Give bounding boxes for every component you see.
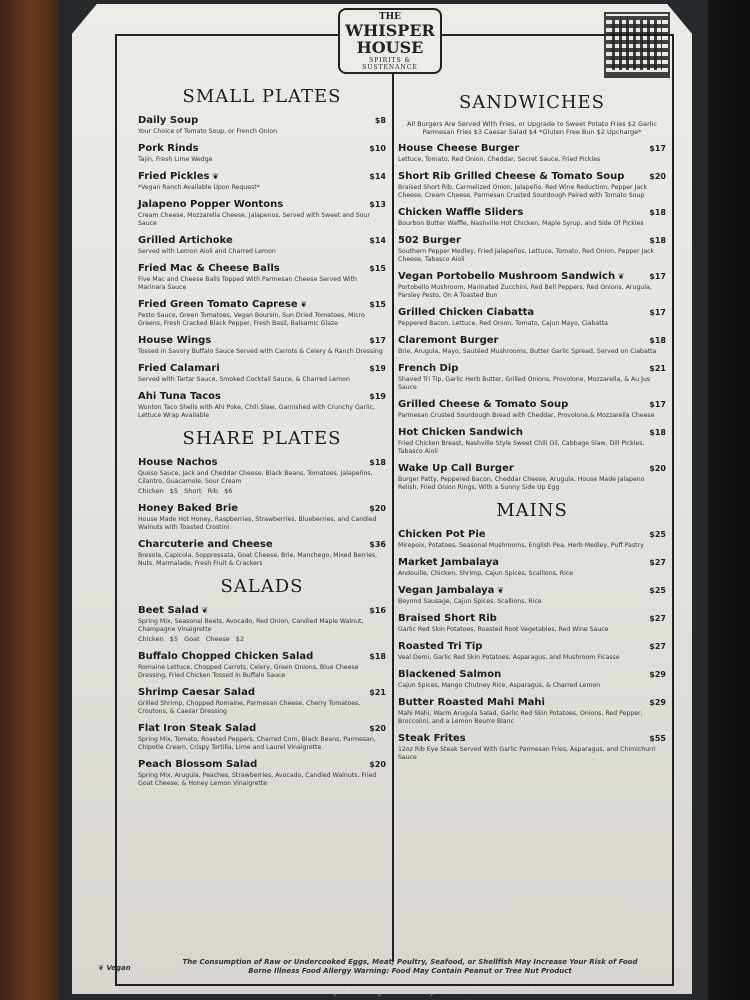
menu-item-description: Portobello Mushroom, Marinated Zucchini, Red Bell Peppers, Red Onions, Arugula, Parsley Pesto, On A Toasted Bun — [398, 284, 652, 299]
menu-item-name — [138, 538, 273, 551]
menu-item-header — [398, 334, 666, 347]
menu-item-header — [138, 334, 386, 347]
menu-item-price: $10 — [369, 144, 386, 153]
menu-item-name-text: Chicken Pot Pie — [398, 529, 486, 540]
menu-item-description: Lettuce, Tomato, Red Onion, Cheddar, Secret Sauce, Fried Pickles — [398, 156, 601, 163]
menu-item-name — [398, 696, 545, 709]
menu-item-name — [138, 334, 211, 347]
menu-item-name-text: Wake Up Call Burger — [398, 463, 514, 474]
menu-item-description: Romaine Lettuce, Chopped Carrots, Celery, Green Onions, Blue Cheese Dressing, Fried Chicken Tossed in Buffalo Sauce — [138, 664, 359, 679]
menu-item-description: Pesto Sauce, Green Tomatoes, Vegan Boursin, Sun Dried Tomatoes, Micro Greens, Fresh Cracked Black Pepper, Fresh Basil, Balsamic Glaze — [138, 312, 365, 327]
menu-item-addons: Chicken $5 Goat Cheese $2 — [138, 635, 245, 643]
section-title: SMALL PLATES — [182, 86, 342, 107]
right-column — [398, 92, 666, 768]
menu-item-header — [398, 142, 666, 155]
menu-item-name — [398, 206, 523, 219]
menu-item-price: $14 — [369, 236, 386, 245]
leaf-icon: ❦ — [198, 606, 209, 615]
menu-item — [398, 270, 666, 300]
menu-item-price: $19 — [369, 392, 386, 401]
leaf-icon: ❦ — [209, 172, 219, 181]
menu-item-description: Mahi Mahi, Warm Arugula Salad, Garlic Red Skin Potatoes, Onions, Red Pepper, Broccolini, and a Lemon Beurre Blanc — [398, 710, 643, 725]
menu-item-description: Bresola, Capicola, Soppressata, Goat Cheese, Brie, Manchego, Mixed Berries, Nuts, Marmalade, Fresh Fruit & Crackers — [138, 552, 378, 567]
menu-item-header — [398, 528, 666, 541]
menu-item-name — [398, 584, 504, 597]
menu-item-description: Andouille, Chicken, Shrimp, Cajun Spices, Scallions, Rice — [398, 570, 574, 577]
menu-item — [138, 198, 386, 228]
menu-item-price: $27 — [649, 558, 666, 567]
menu-item-price: $17 — [649, 308, 666, 317]
menu-item-price: $18 — [369, 652, 386, 661]
menu-item — [138, 114, 386, 136]
menu-item-header — [138, 686, 386, 699]
menu-item-name — [398, 732, 466, 745]
menu-item-name — [138, 758, 257, 771]
menu-item-price: $16 — [369, 606, 386, 615]
menu-item-name — [398, 334, 498, 347]
menu-item — [138, 758, 386, 788]
menu-item-name — [398, 170, 624, 183]
leaf-icon: ❦ — [297, 300, 308, 309]
menu-item-name-text: Shrimp Caesar Salad — [138, 687, 256, 698]
menu-item — [138, 234, 386, 256]
menu-item — [138, 390, 386, 420]
menu-item-price: $13 — [369, 200, 386, 209]
menu-item-description: Cajun Spices, Mango Chutney Rice, Asparagus, & Charred Lemon — [398, 682, 601, 689]
menu-item-price: $20 — [649, 172, 666, 181]
menu-item-header — [138, 298, 386, 311]
menu-item-name-text: Fried Green Tomato Caprese — [138, 299, 298, 310]
menu-item-name — [398, 640, 482, 653]
leaf-icon: ❦ — [615, 272, 625, 281]
menu-item-price: $29 — [649, 670, 666, 679]
menu-item-price: $27 — [649, 642, 666, 651]
menu-item-header — [398, 732, 666, 745]
menu-item-name-text: Jalapeno Popper Wontons — [138, 199, 284, 210]
menu-item-name-text: House Wings — [138, 335, 212, 346]
menu-item-description: Spring Mix, Tomato, Roasted Peppers, Charred Corn, Black Beans, Parmesan, Chipotle Cream, Crispy Tortilla, Lime and Laurel Vinaigrette — [138, 736, 376, 751]
menu-item-description: Wonton Taco Shells with Ahi Poke, Chili Slaw, Garnished with Crunchy Garlic, Lettuce Wrap Available — [138, 404, 375, 419]
menu-item-price: $25 — [649, 586, 666, 595]
menu-item-description: Fried Chicken Breast, Nashville Style Sweet Chili Oil, Cabbage Slaw, Dill Pickles, Tabasco Aioli — [398, 440, 645, 455]
menu-item-price: $20 — [369, 504, 386, 513]
menu-item-name — [138, 456, 218, 469]
menu-item — [398, 584, 666, 606]
menu-item-header — [398, 234, 666, 247]
menu-item — [398, 668, 666, 690]
menu-item-header — [138, 538, 386, 551]
menu-item-name-text: House Nachos — [138, 457, 218, 468]
menu-item — [398, 528, 666, 550]
menu-item-header — [398, 426, 666, 439]
menu-item — [398, 696, 666, 726]
menu-item-description: Beyond Sausage, Cajun Spices, Scallions, Rice — [398, 598, 542, 605]
menu-item-header — [138, 142, 386, 155]
menu-item-description: Bourbon Butter Waffle, Nashville Hot Chicken, Maple Syrup, and Side Of Pickles — [398, 220, 644, 227]
menu-item-name — [398, 270, 625, 283]
menu-item-header — [398, 362, 666, 375]
menu-item — [398, 462, 666, 492]
menu-item-price: $20 — [369, 760, 386, 769]
menu-item — [398, 612, 666, 634]
section-title: MAINS — [496, 500, 568, 521]
logo-the: THE — [378, 12, 402, 22]
menu-item — [398, 334, 666, 356]
menu-item-name — [138, 114, 198, 127]
menu-item — [398, 234, 666, 264]
menu-item-name-text: Chicken Waffle Sliders — [398, 207, 524, 218]
menu-item-header — [398, 696, 666, 709]
menu-item-name — [398, 398, 568, 411]
menu-item-name-text: Daily Soup — [138, 115, 199, 126]
menu-item-header — [138, 456, 386, 469]
menu-item — [398, 640, 666, 662]
section-note: All Burgers Are Served With Fries, or Upgrade to Sweet Potato Fries $2 Garlic Parmesan Fries $3 Caesar Salad $4 *Gluten Free Bun $2 Upcharge* — [407, 120, 657, 136]
menu-item-header — [398, 668, 666, 681]
menu-item-header — [398, 270, 666, 283]
menu-item-name — [138, 234, 233, 247]
logo-whisper: WHISPER — [345, 21, 435, 40]
menu-item-name-text: Fried Calamari — [138, 363, 220, 374]
menu-item — [398, 142, 666, 164]
menu-item-name — [138, 198, 283, 211]
menu-item — [138, 334, 386, 356]
menu-item-name — [398, 234, 461, 247]
menu-item-name-text: Pork Rinds — [138, 143, 199, 154]
menu-item-price: $18 — [649, 336, 666, 345]
menu-item — [138, 170, 386, 192]
menu-item — [398, 556, 666, 578]
menu-item-price: $55 — [649, 734, 666, 743]
menu-item-description: Five Mac and Cheese Balls Topped With Parmesan Cheese Served With Marinara Sauce — [138, 276, 357, 291]
menu-item-name-text: Fried Pickles — [138, 171, 210, 182]
menu-item — [138, 298, 386, 328]
menu-item-addons: Chicken $5 Short Rib $6 — [138, 487, 233, 495]
menu-item-description: Burger Patty, Peppered Bacon, Cheddar Cheese, Arugula, House Made Jalapeno Relish, Fried Onion Rings, With a Sunny Side Up Egg — [398, 476, 645, 491]
menu-item-name — [398, 306, 534, 319]
vegan-legend — [98, 964, 131, 973]
menu-item-description: Mirepoix, Potatoes, Seasonal Mushrooms, English Pea, Herb Medley, Puff Pastry — [398, 542, 644, 549]
menu-item-price: $17 — [369, 336, 386, 345]
menu-item-description: Served with Tartar Sauce, Smoked Cocktail Sauce, & Charred Lemon — [138, 376, 350, 383]
menu-item-header — [398, 306, 666, 319]
menu-item-header — [138, 198, 386, 211]
menu-item-name-text: Honey Baked Brie — [138, 503, 239, 514]
menu-item-header — [398, 206, 666, 219]
menu-item — [138, 686, 386, 716]
menu-item-description: Your Choice of Tomato Soup, or French Onion — [138, 128, 278, 135]
menu-item-price: $15 — [369, 264, 386, 273]
menu-item-name — [138, 262, 280, 275]
menu-item-name — [138, 170, 219, 183]
menu-item-name-text: 502 Burger — [398, 235, 461, 246]
menu-item-description: Cream Cheese, Mozzarella Cheese, Jalapenos, Served with Sweet and Sour Sauce — [138, 212, 371, 227]
menu-item-description: Parmesan Crusted Sourdough Bread with Cheddar, Provolone,& Mozzarella Cheese — [398, 412, 655, 419]
menu-item-header — [398, 170, 666, 183]
menu-item-header — [138, 758, 386, 771]
menu-item — [398, 206, 666, 228]
menu-item — [138, 650, 386, 680]
column-divider — [392, 72, 394, 962]
menu-item-price: $18 — [649, 208, 666, 217]
menu-item-name — [398, 528, 486, 541]
menu-item-name-text: Peach Blossom Salad — [138, 759, 258, 770]
menu-item — [398, 398, 666, 420]
menu-item-price: $20 — [649, 464, 666, 473]
menu-item-header — [138, 170, 386, 183]
menu-item-name — [138, 650, 313, 663]
menu-item-description: Queso Sauce, Jack and Cheddar Cheese, Black Beans, Tomatoes, Jalapeños, Cilantro, Guacamole, Sour Cream — [138, 470, 373, 485]
menu-item-name-text: Charcuterie and Cheese — [138, 539, 273, 550]
menu-item-header — [398, 462, 666, 475]
menu-item-name-text: Vegan Jambalaya — [398, 585, 495, 596]
menu-item-name — [398, 426, 523, 439]
menu-item — [138, 538, 386, 568]
leaf-icon: ❦ — [494, 586, 504, 595]
menu-item — [398, 306, 666, 328]
menu-item-header — [138, 604, 386, 617]
menu-item-name-text: Hot Chicken Sandwich — [398, 427, 524, 438]
menu-item-price: $8 — [374, 116, 386, 125]
menu-item-name — [398, 142, 519, 155]
price-gratuity-note: All Prices Are Subject To Change 18% Gratuity Will Be Added To All Parties 6 or More — [272, 988, 568, 996]
menu-item-name — [138, 142, 199, 155]
menu-item-name-text: Vegan Portobello Mushroom Sandwich — [398, 271, 616, 282]
menu-item — [138, 502, 386, 532]
menu-item-price: $21 — [649, 364, 666, 373]
menu-item-price: $27 — [649, 614, 666, 623]
logo-house: HOUSE — [356, 38, 424, 57]
menu-item-price: $19 — [369, 364, 386, 373]
menu-item-name-text: Claremont Burger — [398, 335, 499, 346]
menu-item-price: $20 — [369, 724, 386, 733]
menu-item-description: *Vegan Ranch Available Upon Request* — [138, 184, 260, 191]
menu-item-description: Brie, Arugula, Mayo, Sautéed Mushrooms, Butter Garlic Spread, Served on Ciabatta — [398, 348, 657, 355]
menu-item-name-text: Blackened Salmon — [398, 669, 502, 680]
menu-item-name — [138, 390, 221, 403]
menu-item — [398, 362, 666, 392]
qr-code-icon[interactable] — [604, 12, 670, 78]
menu-item-name-text: Steak Frites — [398, 733, 466, 744]
menu-item-description: Braised Short Rib, Carmelized Onion, Jalapeño, Red Wine Reduction, Pepper Jack Cheese, Cream Cheese, Parmesan Crusted Sourdough Paired with Tomato Soup — [398, 184, 648, 199]
menu-item — [138, 456, 386, 496]
menu-item-name — [398, 612, 497, 625]
logo-tagline: SPIRITS & SUSTENANCE — [362, 57, 418, 71]
menu-item-description: Veal Demi, Garlic Red Skin Potatoes, Asparagus, and Mushroom Ficasse — [398, 654, 620, 661]
menu-item-name-text: Ahi Tuna Tacos — [138, 391, 221, 402]
menu-item-name-text: Grilled Chicken Ciabatta — [398, 307, 535, 318]
menu-item-name-text: Roasted Tri Tip — [398, 641, 483, 652]
menu-item-header — [398, 640, 666, 653]
menu-item-name-text: French Dip — [398, 363, 459, 374]
menu-item-name — [138, 362, 220, 375]
menu-item-name — [138, 686, 255, 699]
menu-item-header — [138, 722, 386, 735]
menu-item-price: $17 — [649, 272, 666, 281]
menu-item-name — [138, 502, 238, 515]
menu-item — [398, 426, 666, 456]
menu-item-description: Tajin, Fresh Lime Wedge — [138, 156, 213, 163]
menu-item-name — [398, 462, 514, 475]
menu-item-price: $18 — [369, 458, 386, 467]
left-column — [138, 86, 386, 794]
menu-item-header — [138, 362, 386, 375]
menu-item-name-text: Grilled Cheese & Tomato Soup — [398, 399, 569, 410]
menu-item-name-text: House Cheese Burger — [398, 143, 520, 154]
menu-item — [398, 732, 666, 762]
menu-item-description: Peppered Bacon, Lettuce, Red Onion, Tomato, Cajun Mayo, Ciabatta — [398, 320, 608, 327]
section-title: SHARE PLATES — [182, 428, 342, 449]
menu-item-name — [138, 298, 307, 311]
menu-item — [138, 362, 386, 384]
menu-item-price: $18 — [649, 236, 666, 245]
menu-item-price: $17 — [649, 144, 666, 153]
menu-item-description: Served with Lemon Aioli and Charred Lemon — [138, 248, 276, 255]
menu-item-price: $14 — [369, 172, 386, 181]
menu-item-name-text: Braised Short Rib — [398, 613, 497, 624]
menu-item-price: $36 — [369, 540, 386, 549]
menu-item-header — [398, 612, 666, 625]
menu-item-description: House Made Hot Honey, Raspberries, Strawberries, Blueberries, and Candied Walnuts with Toasted Crostini — [138, 516, 377, 531]
vegan-label: Vegan — [106, 964, 131, 972]
menu-item-header — [138, 390, 386, 403]
menu-item-name — [398, 668, 501, 681]
menu-item-name-text: Fried Mac & Cheese Balls — [138, 263, 280, 274]
menu-item-description: Spring Mix, Arugula, Peaches, Strawberries, Avocado, Candied Walnuts, Fried Goat Cheese, & Honey Lemon Vinaigrette — [138, 772, 377, 787]
menu-item-price: $15 — [369, 300, 386, 309]
menu-item-price: $21 — [369, 688, 386, 697]
menu-item-name-text: Butter Roasted Mahi Mahi — [398, 697, 545, 708]
menu-item-header — [398, 584, 666, 597]
menu-item-description: Shaved Tri Tip, Garlic Herb Butter, Grilled Onions, Provolone, Mozzarella, & Au Jus Sauce — [398, 376, 651, 391]
menu-item-description: Garlic Red Skin Potatoes, Roasted Root Vegetables, Red Wine Sauce — [398, 626, 609, 633]
menu-item-header — [138, 262, 386, 275]
menu-item-name — [138, 722, 256, 735]
menu-item-description: Grilled Shrimp, Chopped Romaine, Parmesan Cheese, Cherry Tomatoes, Croutons, & Caesar Dressing — [138, 700, 361, 715]
menu-item-description: Spring Mix, Seasonal Beets, Avocado, Red Onion, Candied Maple Walnut, Champagne Vinaigrette — [138, 618, 364, 633]
menu-item-price: $25 — [649, 530, 666, 539]
menu-item-header — [138, 502, 386, 515]
menu-item-header — [138, 234, 386, 247]
menu-item — [138, 722, 386, 752]
menu-item — [138, 262, 386, 292]
menu-item-header — [398, 556, 666, 569]
menu-item-header — [138, 650, 386, 663]
menu-item-description: Southern Pepper Medley, Fried Jalapeños, Lettuce, Tomato, Red Onion, Pepper Jack Cheese, Tabasco Aioli — [398, 248, 655, 263]
menu-item-price: $17 — [649, 400, 666, 409]
menu-item-description: Tossed in Savory Buffalo Sauce Served with Carrots & Celery & Ranch Dressing — [138, 348, 383, 355]
menu-item-description: 12oz Rib Eye Steak Served With Garlic Parmesan Fries, Asparagus, and Chimichurri Sauce — [398, 746, 656, 761]
menu-item-name-text: Market Jambalaya — [398, 557, 499, 568]
menu-item-name-text: Grilled Artichoke — [138, 235, 233, 246]
menu-item-price: $29 — [649, 698, 666, 707]
menu-item — [138, 142, 386, 164]
menu-item-name-text: Flat Iron Steak Salad — [138, 723, 257, 734]
menu-item-name — [398, 362, 458, 375]
menu-item-name-text: Short Rib Grilled Cheese & Tomato Soup — [398, 171, 625, 182]
leaf-icon: ❦ — [98, 964, 104, 972]
menu-item-name — [138, 604, 208, 617]
section-title: SALADS — [220, 576, 304, 597]
whisper-house-logo — [338, 8, 442, 74]
menu-item-header — [138, 114, 386, 127]
menu-item-header — [398, 398, 666, 411]
section-title: SANDWICHES — [458, 92, 606, 113]
menu-item — [398, 170, 666, 200]
menu-item-price: $18 — [649, 428, 666, 437]
menu-item-name-text: Buffalo Chopped Chicken Salad — [138, 651, 314, 662]
food-warning: The Consumption of Raw or Undercooked Eggs, Meat, Poultry, Seafood, or Shellfish May Increase Your Risk of Food Borne Illness Food Allergy Warning: Food May Contain Peanut or Tree Nut Product — [182, 958, 638, 975]
menu-item-name-text: Beet Salad — [138, 605, 199, 616]
menu-item — [138, 604, 386, 644]
menu-item-name — [398, 556, 499, 569]
